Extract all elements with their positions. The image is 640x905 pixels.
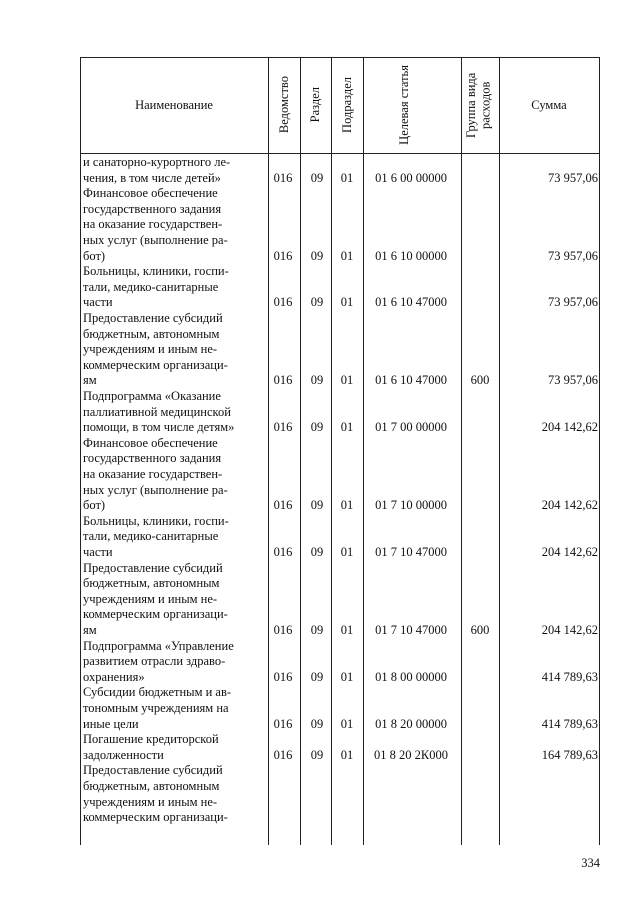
row-summa: 204 142,62	[541, 498, 598, 513]
row-name	[83, 186, 263, 264]
row-name-line: Предоставление субсидий	[83, 560, 223, 575]
row-vedomstvo: 016	[273, 295, 293, 310]
row-name-line: Больницы, клиники, госпи-	[83, 513, 229, 528]
table-row	[80, 685, 600, 732]
row-name	[83, 311, 263, 389]
row-summa: 204 142,62	[541, 420, 598, 435]
row-name-line: учреждениям и иным не-	[83, 591, 218, 606]
row-name-line: бюджетным, автономным	[83, 576, 220, 591]
row-name-line: Финансовое обеспечение	[83, 186, 218, 201]
row-vedomstvo: 016	[273, 622, 293, 637]
row-razdel: 09	[310, 669, 324, 684]
row-gruppa: 600	[470, 373, 490, 388]
row-celevaya: 01 8 00 00000	[375, 669, 447, 684]
table-row	[80, 639, 600, 686]
table-row	[80, 763, 600, 825]
header-podrazdel	[331, 57, 363, 153]
row-podrazdel: 01	[340, 170, 354, 185]
row-name	[83, 763, 263, 825]
row-summa: 73 957,06	[548, 170, 598, 185]
row-summa: 73 957,06	[548, 373, 598, 388]
row-celevaya: 01 6 10 47000	[375, 295, 447, 310]
row-name	[83, 732, 263, 763]
row-name-line: чения, в том числе детей»	[83, 170, 221, 185]
row-name	[83, 561, 263, 639]
row-name-line: Подпрограмма «Оказание	[83, 389, 221, 403]
row-podrazdel: 01	[340, 747, 354, 762]
row-name-line: тали, медико-санитарные	[83, 279, 219, 294]
row-razdel: 09	[310, 498, 324, 513]
row-razdel: 09	[310, 248, 324, 263]
row-name-line: коммерческим организаци-	[83, 810, 228, 825]
table-row	[80, 561, 600, 639]
row-summa: 164 789,63	[541, 747, 598, 762]
header-vedomstvo	[268, 57, 300, 153]
header-celevaya-label: Целевая статья	[397, 65, 411, 145]
row-vedomstvo: 016	[273, 420, 293, 435]
row-summa: 414 789,63	[541, 669, 598, 684]
row-name	[83, 264, 263, 311]
header-celevaya	[363, 57, 461, 153]
header-separator	[80, 153, 600, 154]
row-celevaya: 01 6 10 00000	[375, 248, 447, 263]
row-name	[83, 639, 263, 686]
row-celevaya: 01 6 10 47000	[375, 373, 447, 388]
row-summa: 73 957,06	[548, 295, 598, 310]
header-name	[80, 57, 268, 153]
row-name-line: ям	[83, 373, 97, 388]
row-name-line: бюджетным, автономным	[83, 326, 220, 341]
row-name-line: развитием отрасли здраво-	[83, 654, 226, 669]
row-celevaya: 01 7 10 47000	[375, 544, 447, 559]
header-razdel-label: Раздел	[308, 87, 323, 123]
row-name	[83, 389, 263, 436]
row-podrazdel: 01	[340, 498, 354, 513]
row-vedomstvo: 016	[273, 498, 293, 513]
header-gruppa-label: Группа вида расходов	[464, 72, 493, 138]
row-name-line: учреждениям и иным не-	[83, 342, 218, 357]
row-vedomstvo: 016	[273, 747, 293, 762]
row-razdel: 09	[310, 420, 324, 435]
row-name-line: охранения»	[83, 669, 145, 684]
row-name-line: части	[83, 544, 113, 559]
row-podrazdel: 01	[340, 248, 354, 263]
row-name-line: бот)	[83, 248, 106, 263]
row-name-line: бот)	[83, 498, 106, 513]
row-podrazdel: 01	[340, 669, 354, 684]
page-number: 334	[581, 856, 600, 870]
row-name-line: Больницы, клиники, госпи-	[83, 264, 229, 279]
row-name-line: на оказание государствен-	[83, 217, 223, 232]
row-name-line: коммерческим организаци-	[83, 607, 228, 622]
row-podrazdel: 01	[340, 544, 354, 559]
table-row	[80, 732, 600, 763]
row-name-line: государственного задания	[83, 451, 222, 466]
row-razdel: 09	[310, 747, 324, 762]
table-row	[80, 311, 600, 389]
row-name-line: учреждениям и иным не-	[83, 794, 218, 809]
row-name-line: тали, медико-санитарные	[83, 529, 219, 544]
row-name	[83, 685, 263, 732]
row-name-line: Финансовое обеспечение	[83, 435, 218, 450]
row-celevaya: 01 7 10 00000	[375, 498, 447, 513]
row-celevaya: 01 6 00 00000	[375, 170, 447, 185]
row-celevaya: 01 8 20 2К000	[374, 747, 448, 762]
row-name-line: Погашение кредиторской	[83, 732, 219, 747]
row-gruppa: 600	[470, 622, 490, 637]
row-vedomstvo: 016	[273, 170, 293, 185]
row-celevaya: 01 7 10 47000	[375, 622, 447, 637]
table-row	[80, 514, 600, 561]
header-summa-label: Сумма	[531, 97, 567, 112]
table-row	[80, 436, 600, 514]
row-celevaya: 01 8 20 00000	[375, 716, 447, 731]
row-podrazdel: 01	[340, 622, 354, 637]
table-row	[80, 186, 600, 264]
row-name-line: Субсидии бюджетным и ав-	[83, 685, 232, 700]
table-row	[80, 389, 600, 436]
row-name-line: Предоставление субсидий	[83, 763, 223, 778]
row-razdel: 09	[310, 716, 324, 731]
row-vedomstvo: 016	[273, 373, 293, 388]
row-name-line: коммерческим организаци-	[83, 357, 228, 372]
header-podrazdel-label: Подраздел	[339, 77, 354, 133]
row-razdel: 09	[310, 622, 324, 637]
row-razdel: 09	[310, 295, 324, 310]
row-name	[83, 514, 263, 561]
row-summa: 414 789,63	[541, 716, 598, 731]
row-vedomstvo: 016	[273, 669, 293, 684]
row-podrazdel: 01	[340, 373, 354, 388]
table-row	[80, 264, 600, 311]
row-name	[83, 155, 263, 186]
header-gruppa	[461, 57, 499, 153]
row-name-line: тономным учреждениям на	[83, 700, 229, 715]
row-name-line: ных услуг (выполнение ра-	[83, 232, 228, 247]
budget-table	[80, 57, 600, 845]
row-razdel: 09	[310, 373, 324, 388]
header-vedomstvo-label: Ведомство	[276, 76, 291, 134]
row-name-line: Предоставление субсидий	[83, 311, 223, 325]
row-summa: 204 142,62	[541, 622, 598, 637]
row-name	[83, 436, 263, 514]
row-razdel: 09	[310, 544, 324, 559]
row-name-line: помощи, в том числе детям»	[83, 420, 235, 435]
row-name-line: задолженности	[83, 747, 164, 762]
row-name-line: ных услуг (выполнение ра-	[83, 482, 228, 497]
row-celevaya: 01 7 00 00000	[375, 420, 447, 435]
row-name-line: паллиативной медицинской	[83, 404, 231, 419]
row-name-line: иные цели	[83, 716, 139, 731]
row-name-line: и санаторно-курортного ле-	[83, 155, 231, 169]
row-name-line: на оказание государствен-	[83, 466, 223, 481]
row-vedomstvo: 016	[273, 248, 293, 263]
row-name-line: государственного задания	[83, 201, 222, 216]
row-vedomstvo: 016	[273, 716, 293, 731]
row-name-line: части	[83, 295, 113, 310]
header-name-label: Наименование	[135, 97, 213, 112]
row-summa: 73 957,06	[548, 248, 598, 263]
row-podrazdel: 01	[340, 420, 354, 435]
table-row	[80, 155, 600, 186]
row-vedomstvo: 016	[273, 544, 293, 559]
row-summa: 204 142,62	[541, 544, 598, 559]
row-podrazdel: 01	[340, 295, 354, 310]
row-podrazdel: 01	[340, 716, 354, 731]
header-razdel	[300, 57, 331, 153]
row-razdel: 09	[310, 170, 324, 185]
row-name-line: ям	[83, 622, 97, 637]
header-summa	[499, 57, 599, 153]
row-name-line: бюджетным, автономным	[83, 778, 220, 793]
row-name-line: Подпрограмма «Управление	[83, 638, 234, 653]
